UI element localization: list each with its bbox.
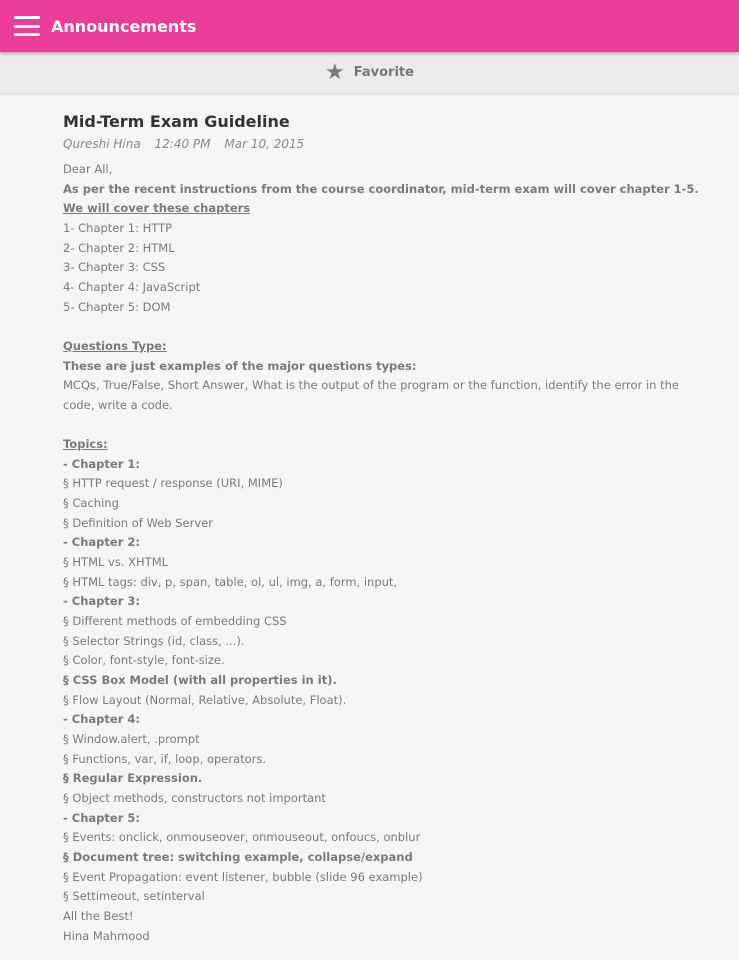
topic-item: § Functions, var, if, loop, operators. xyxy=(63,751,267,766)
topic-chapter-heading: - Chapter 2: xyxy=(63,535,140,550)
topic-item: § HTML tags: div, p, span, table, ol, ul, img, a, form, input, xyxy=(63,574,398,589)
topic-item: § HTTP request / response (URI, MIME) xyxy=(63,476,283,491)
favorite-label: Favorite xyxy=(353,65,414,80)
topic-chapter-heading: - Chapter 4: xyxy=(63,712,140,727)
action-toolbar xyxy=(0,52,739,94)
chapter-list-item: 5- Chapter 5: DOM xyxy=(63,299,171,314)
blank-line xyxy=(63,317,699,337)
chapter-list-item: 2- Chapter 2: HTML xyxy=(63,240,175,255)
blank-line xyxy=(63,416,699,436)
chapter-list-item: 1- Chapter 1: HTTP xyxy=(63,220,173,235)
topic-item: § Events: onclick, onmouseover, onmouseout, onfoucs, onblur xyxy=(63,830,421,845)
topic-chapter-heading: - Chapter 1: xyxy=(63,456,140,471)
announcement-meta xyxy=(63,137,699,151)
topic-item: § Flow Layout (Normal, Relative, Absolute, Float). xyxy=(63,692,347,707)
post-time: 12:40 PM xyxy=(154,137,211,151)
body-heading-topics: Topics: xyxy=(63,437,108,452)
chapter-list-item: 3- Chapter 3: CSS xyxy=(63,260,166,275)
topic-item: § Definition of Web Server xyxy=(63,515,213,530)
body-line-signature: Hina Mahmood xyxy=(63,928,150,943)
post-date: Mar 10, 2015 xyxy=(224,137,305,151)
topic-item: § Event Propagation: event listener, bubble (slide 96 example) xyxy=(63,869,423,884)
announcement-title: Mid-Term Exam Guideline xyxy=(63,112,290,131)
topic-chapter-heading: - Chapter 3: xyxy=(63,594,140,609)
topic-item: § HTML vs. XHTML xyxy=(63,555,169,570)
topic-item: § Settimeout, setinterval xyxy=(63,889,205,904)
topic-item: § Regular Expression. xyxy=(63,771,203,786)
author-name: Qureshi Hina xyxy=(63,137,141,151)
hamburger-menu-icon[interactable] xyxy=(14,16,40,36)
announcement-content xyxy=(0,94,739,946)
app-bar xyxy=(0,0,739,52)
topic-item: § Different methods of embedding CSS xyxy=(63,614,287,629)
announcement-body xyxy=(63,160,699,946)
topic-item: § Document tree: switching example, collapse/expand xyxy=(63,849,413,864)
body-heading-chapters: We will cover these chapters xyxy=(63,201,251,216)
topic-item: § Selector Strings (id, class, ...). xyxy=(63,633,245,648)
body-line-closing: All the Best! xyxy=(63,908,134,923)
app-bar-title: Announcements xyxy=(51,16,197,36)
chapter-list-item: 4- Chapter 4: JavaScript xyxy=(63,279,201,294)
topic-item: § CSS Box Model (with all properties in it). xyxy=(63,673,337,688)
body-line-greeting: Dear All, xyxy=(63,162,113,176)
body-line-intro: As per the recent instructions from the course coordinator, mid-term exam will cover chapter 1-5. xyxy=(63,181,699,196)
star-icon: ★ xyxy=(325,59,345,85)
topic-item: § Object methods, constructors not important xyxy=(63,790,326,805)
topic-item: § Window.alert, .prompt xyxy=(63,732,200,746)
body-heading-questions-type: Questions Type: xyxy=(63,338,167,353)
body-line-questions-list: MCQs, True/False, Short Answer, What is the output of the program or the function, identify the error in the code, write a code. xyxy=(63,378,679,412)
topic-item: § Caching xyxy=(63,496,119,511)
favorite-button[interactable] xyxy=(325,59,414,85)
topic-item: § Color, font-style, font-size. xyxy=(63,653,225,668)
body-line-questions-intro: These are just examples of the major questions types: xyxy=(63,358,417,373)
topic-chapter-heading: - Chapter 5: xyxy=(63,810,140,825)
